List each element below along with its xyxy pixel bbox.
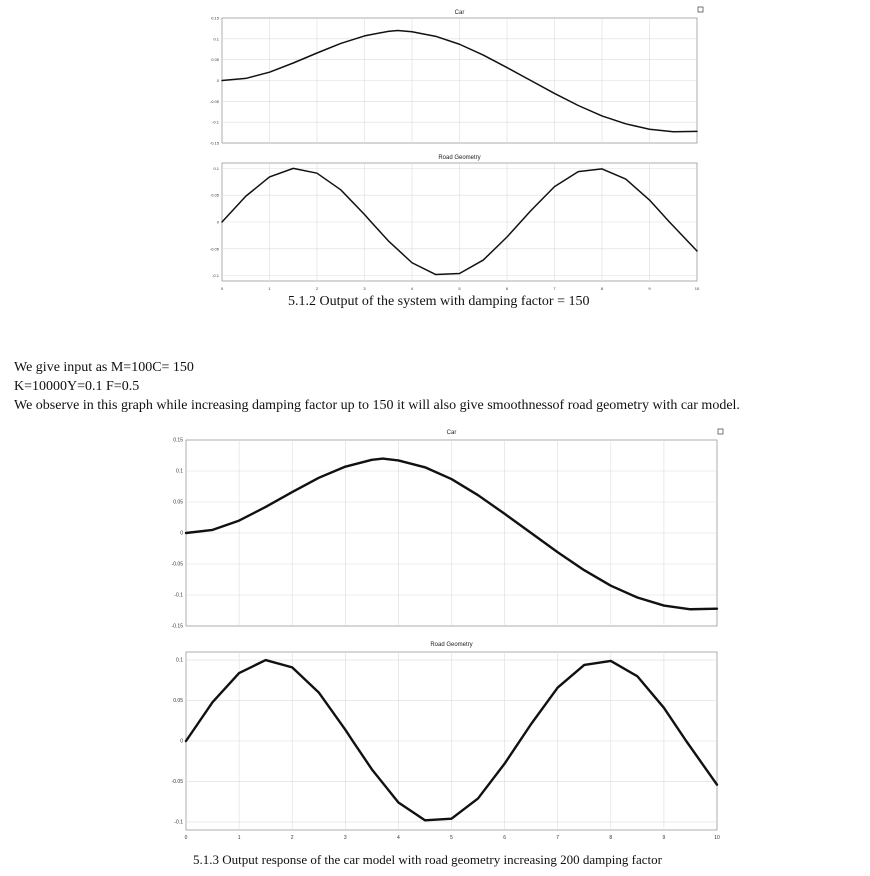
y-tick-label: -0.1 xyxy=(212,273,219,279)
x-tick-label: 8 xyxy=(600,286,604,291)
expand-icon xyxy=(718,429,723,434)
x-tick-label: 2 xyxy=(290,835,294,841)
x-tick-label: 7 xyxy=(553,286,556,291)
y-tick-label: 0 xyxy=(216,78,219,83)
paragraph-line-2: K=10000Y=0.1 F=0.5 xyxy=(14,379,140,394)
figure-caption-5-1-3: 5.1.3 Output response of the car model with road geometry increasing 200 damping factor xyxy=(193,852,662,867)
y-tick-label: 0.1 xyxy=(213,165,219,171)
y-tick-label: -0.1 xyxy=(174,819,183,826)
panel-title: Road Geometry xyxy=(430,642,473,648)
panel-title: Car xyxy=(454,10,465,16)
paragraph-line-3: We observe in this graph while increasing damping factor up to 150 it will also give smoothnessof road geometry with car model. xyxy=(14,398,740,413)
x-tick-label: 1 xyxy=(237,835,241,841)
y-tick-label: 0.1 xyxy=(176,657,183,664)
x-tick-label: 2 xyxy=(315,286,319,291)
x-tick-label: 9 xyxy=(648,286,651,291)
y-tick-label: 0.05 xyxy=(211,192,219,198)
x-tick-label: 9 xyxy=(662,835,666,841)
panel-title: Car xyxy=(446,430,457,436)
x-tick-label: 5 xyxy=(450,835,453,841)
y-tick-label: 0.05 xyxy=(173,499,183,506)
y-tick-label: -0.05 xyxy=(209,98,219,104)
paragraph-line-1: We give input as M=100C= 150 xyxy=(14,360,194,375)
x-tick-label: 0 xyxy=(220,286,224,291)
y-tick-label: 0 xyxy=(180,738,183,745)
figure-caption-5-1-2: 5.1.2 Output of the system with damping factor = 150 xyxy=(288,294,590,309)
y-tick-label: -0.05 xyxy=(209,246,219,252)
x-tick-label: 8 xyxy=(609,835,613,841)
expand-icon xyxy=(698,7,703,12)
y-tick-label: -0.05 xyxy=(171,778,183,785)
y-tick-label: 0.05 xyxy=(211,57,219,63)
car-panel-large xyxy=(172,429,723,630)
body-paragraph xyxy=(14,358,740,415)
y-tick-label: 0.05 xyxy=(173,698,183,705)
y-tick-label: 0.1 xyxy=(213,36,219,42)
x-tick-label: 10 xyxy=(714,835,720,841)
x-tick-label: 10 xyxy=(694,286,700,291)
y-tick-label: 0 xyxy=(180,530,183,537)
y-tick-label: -0.15 xyxy=(209,140,219,146)
x-tick-label: 4 xyxy=(397,835,400,841)
x-tick-label: 3 xyxy=(343,835,347,841)
x-tick-label: 4 xyxy=(410,286,414,291)
x-tick-label: 6 xyxy=(505,286,509,291)
y-tick-label: 0.15 xyxy=(173,437,183,444)
road-panel-large xyxy=(172,642,720,841)
y-tick-label: 0 xyxy=(216,219,219,225)
y-tick-label: 0.15 xyxy=(211,15,219,21)
y-tick-label: -0.1 xyxy=(174,592,183,599)
y-tick-label: -0.05 xyxy=(171,561,183,568)
x-tick-label: 6 xyxy=(503,835,506,841)
y-tick-label: -0.1 xyxy=(212,119,219,125)
x-tick-label: 5 xyxy=(458,286,461,291)
x-tick-label: 0 xyxy=(184,835,188,841)
road-panel-small xyxy=(210,155,700,291)
x-tick-label: 1 xyxy=(268,286,271,291)
panel-title: Road Geometry xyxy=(438,155,481,161)
y-tick-label: -0.15 xyxy=(171,623,183,630)
y-tick-label: 0.1 xyxy=(176,468,183,475)
x-tick-label: 3 xyxy=(363,286,366,291)
x-tick-label: 7 xyxy=(556,835,560,841)
car-panel-small xyxy=(210,7,703,146)
